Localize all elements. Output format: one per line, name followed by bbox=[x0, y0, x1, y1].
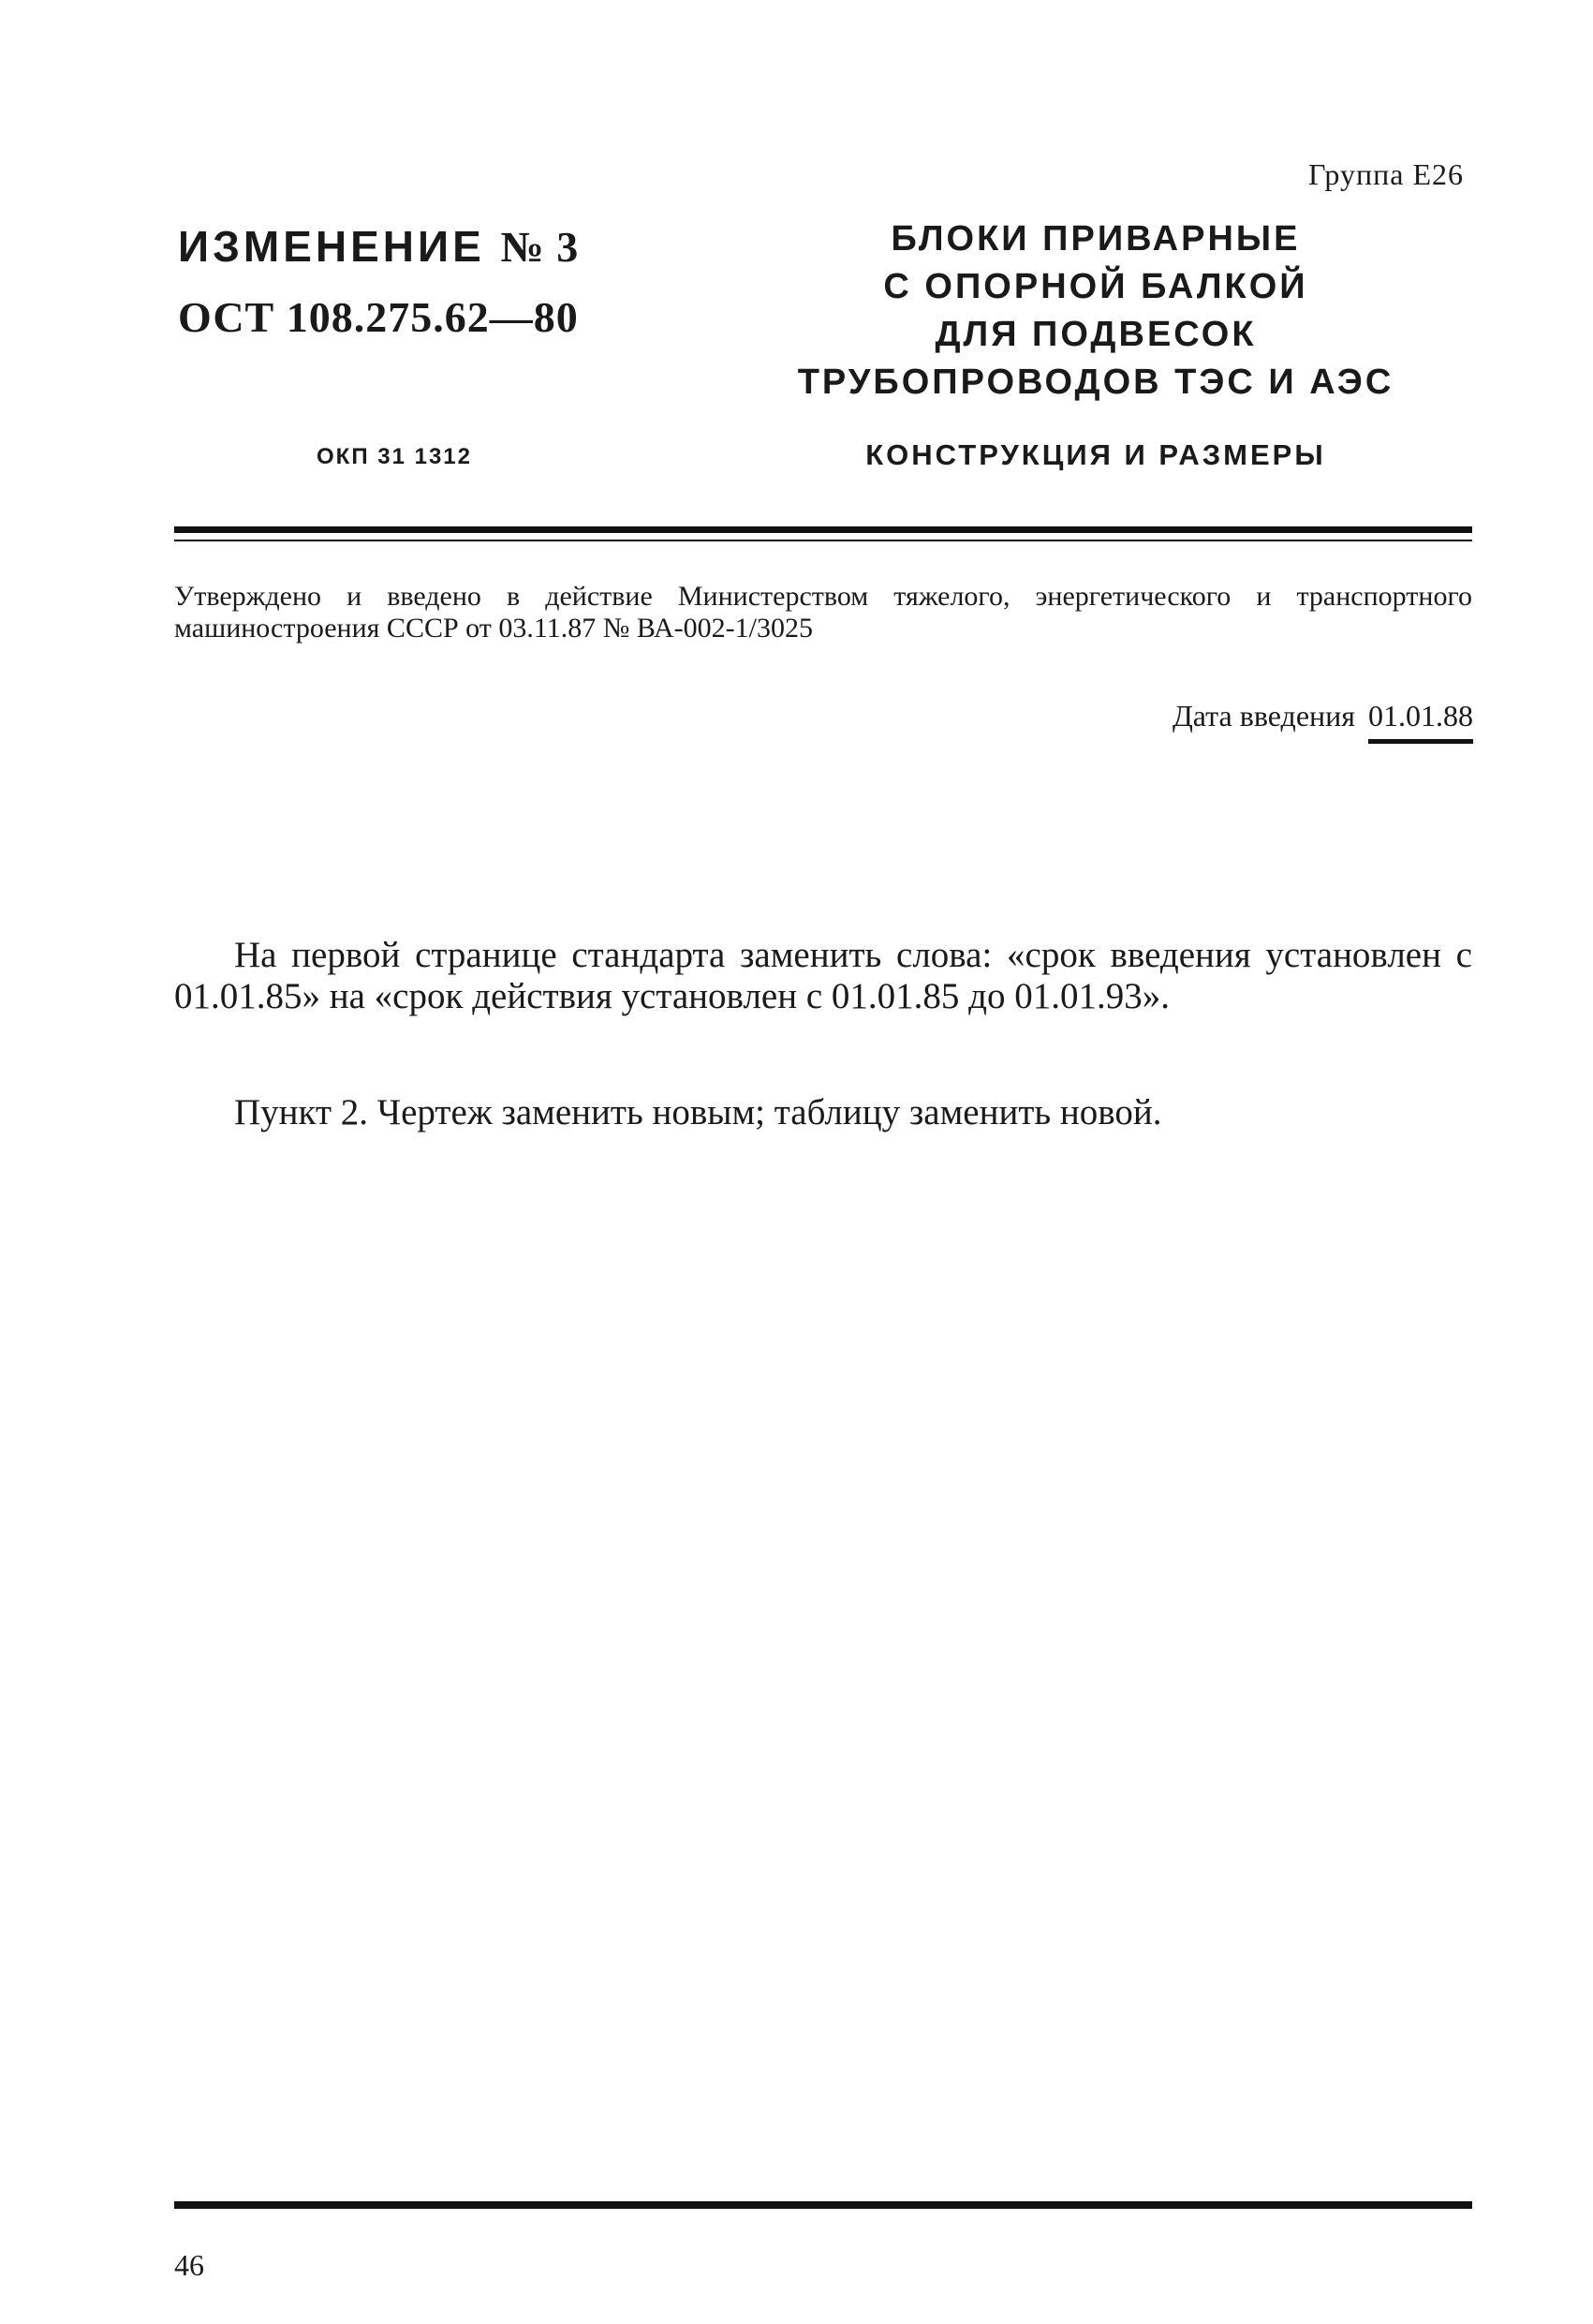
group-code: Группа Е26 bbox=[1307, 157, 1464, 191]
change-title bbox=[178, 221, 579, 272]
body-paragraph-2: Пункт 2. Чертеж заменить новым; таблицу заменить новой. bbox=[234, 1092, 1162, 1132]
introduction-date bbox=[1173, 699, 1473, 744]
change-word: ИЗМЕНЕНИЕ bbox=[178, 222, 485, 271]
standard-title-line: ТРУБОПРОВОДОВ ТЭС И АЭС bbox=[797, 363, 1394, 402]
footer-divider bbox=[174, 2201, 1472, 2209]
body-paragraph-1: На первой странице стандарта заменить слова: «срок введения установлен с 01.01.85» на «срок действия установлен с 01.01.85 до 01.01.93». bbox=[174, 935, 1472, 1016]
date-label: Дата введения bbox=[1172, 699, 1355, 733]
change-number: № 3 bbox=[500, 223, 580, 271]
standard-title-line: ДЛЯ ПОДВЕСОК bbox=[935, 315, 1257, 354]
ost-number: ОСТ 108.275.62—80 bbox=[178, 293, 579, 341]
standard-subtitle: КОНСТРУКЦИЯ И РАЗМЕРЫ bbox=[865, 438, 1326, 471]
standard-title bbox=[777, 215, 1414, 407]
standard-title-line: БЛОКИ ПРИВАРНЫЕ bbox=[891, 219, 1301, 259]
date-value: 01.01.88 bbox=[1368, 699, 1473, 744]
header-divider-thin bbox=[174, 540, 1472, 541]
okp-code: ОКП 31 1312 bbox=[317, 444, 472, 469]
approval-statement: Утверждено и введено в действие Министерством тяжелого, энергетического и транспортного машиностроения СССР от 03.11.87 № ВА-002-1/3025 bbox=[174, 581, 1472, 644]
header-divider-thick bbox=[174, 526, 1472, 533]
standard-title-line: С ОПОРНОЙ БАЛКОЙ bbox=[883, 267, 1308, 306]
page-number: 46 bbox=[174, 2248, 204, 2282]
